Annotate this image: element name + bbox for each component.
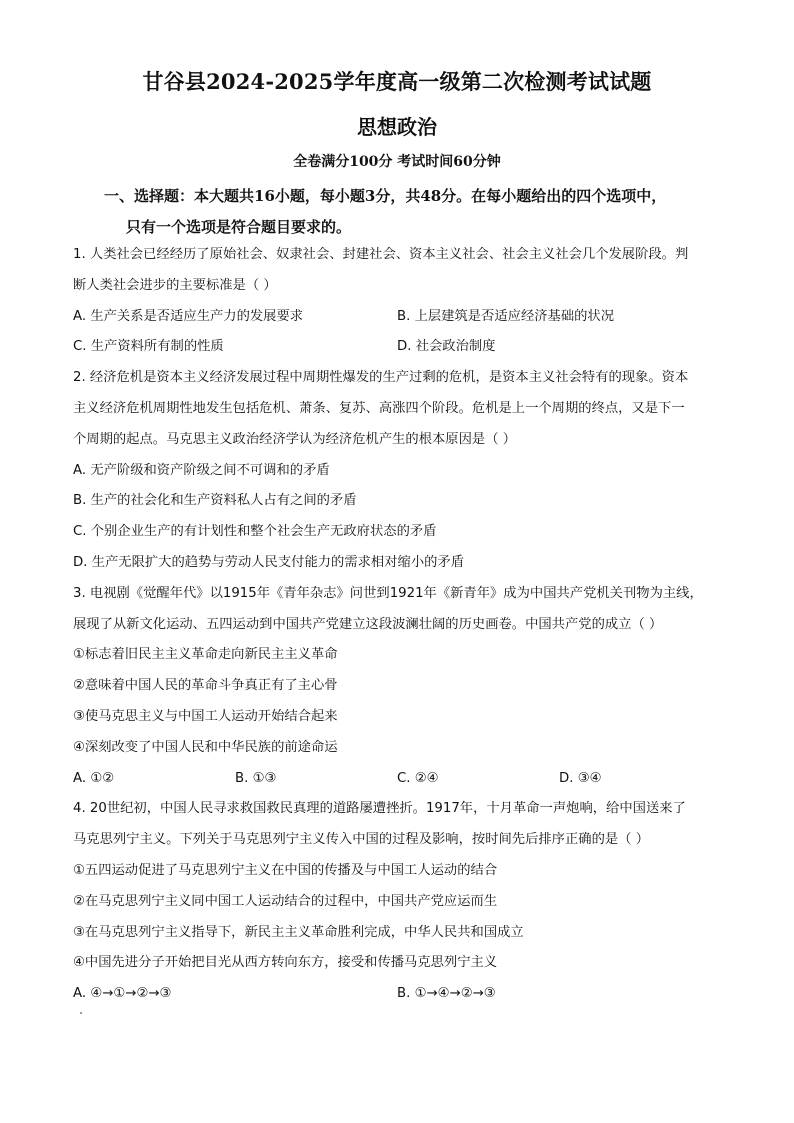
question-3 [73,579,741,795]
option-d: D. ③④ [559,770,602,786]
option-row [73,764,741,795]
question-stem-line: 2. 经济危机是资本主义经济发展过程中周期性爆发的生产过剩的危机，是资本主义社会特有的现象。资本 [73,370,689,386]
option-a: A. 生产关系是否适应生产力的发展要求 [73,308,304,324]
option-row [73,332,741,363]
option-b: B. ①→④→②→③ [397,986,496,1002]
option-c: C. ②④ [397,770,439,786]
question-stem-line: 3. 电视剧《觉醒年代》以1915年《青年杂志》问世到1921年《新青年》成为中国共产党机关刊物为主线， [73,585,703,601]
exam-subject: 思想政治 [357,115,437,139]
statement-item: ①五四运动促进了马克思列宁主义在中国的传播及与中国工人运动的结合 [73,862,498,878]
statement-item: ①标志着旧民主主义革命走向新民主主义革命 [73,647,338,663]
statement-item: ③在马克思列宁主义指导下，新民主主义革命胜利完成，中华人民共和国成立 [73,924,524,940]
question-stem-line: 个周期的起点。马克思主义政治经济学认为经济危机产生的根本原因是（ ） [73,431,517,447]
statement-item: ②在马克思列宁主义同中国工人运动结合的过程中，中国共产党应运而生 [73,893,498,909]
page-mark [80,1012,82,1014]
option-d: D. 社会政治制度 [397,339,496,355]
option-d: D. 生产无限扩大的趋势与劳动人民支付能力的需求相对缩小的矛盾 [73,554,465,570]
section-heading [104,181,744,243]
question-list [73,240,741,1010]
option-a: A. 无产阶级和资产阶级之间不可调和的矛盾 [73,462,330,478]
question-stem-line: 1. 人类社会已经经历了原始社会、奴隶社会、封建社会、资本主义社会、社会主义社会几个发展阶段。判 [73,247,689,262]
question-4 [73,794,741,1010]
question-stem-line: 展现了从新文化运动、五四运动到中国共产党建立这段波澜壮阔的历史画卷。中国共产党的成立（ ） [73,616,663,632]
option-a: A. ④→①→②→③ [73,986,172,1002]
option-b: B. 上层建筑是否适应经济基础的状况 [397,308,615,324]
option-row [73,302,741,333]
exam-meta: 全卷满分100分 考试时间60分钟 [293,154,501,170]
option-c: C. 生产资料所有制的性质 [73,339,224,355]
section-heading-line-2: 只有一个选项是符合题目要求的。 [126,218,352,236]
statement-item: ④深刻改变了中国人民和中华民族的前途命运 [73,739,338,755]
option-a: A. ①② [73,770,115,786]
section-heading-line-1: 一、选择题：本大题共16小题，每小题3分，共48分。在每小题给出的四个选项中， [104,187,667,205]
statement-item: ④中国先进分子开始把目光从西方转向东方，接受和传播马克思列宁主义 [73,955,498,971]
option-row [73,979,741,1010]
question-stem-line: 4. 20世纪初，中国人民寻求救国救民真理的道路屡遭挫折。1917年，十月革命一声炮响，给中国送来了 [73,801,686,817]
question-1 [73,240,741,363]
option-b: B. 生产的社会化和生产资料私人占有之间的矛盾 [73,493,357,509]
option-b: B. ①③ [235,770,277,786]
question-stem-line: 马克思列宁主义。下列关于马克思列宁主义传入中国的过程及影响，按时间先后排序正确的是（ ） [73,832,649,848]
option-c: C. 个别企业生产的有计划性和整个社会生产无政府状态的矛盾 [73,524,437,540]
statement-item: ③使马克思主义与中国工人运动开始结合起来 [73,708,338,724]
question-2 [73,363,741,579]
question-stem-line: 断人类社会进步的主要标准是（ ） [73,277,277,293]
statement-item: ②意味着中国人民的革命斗争真正有了主心骨 [73,678,338,694]
question-stem-line: 主义经济危机周期性地发生包括危机、萧条、复苏、高涨四个阶段。危机是上一个周期的终点，又是下一 [73,400,685,416]
exam-title: 甘谷县2024-2025学年度高一级第二次检测考试试题 [142,69,652,94]
